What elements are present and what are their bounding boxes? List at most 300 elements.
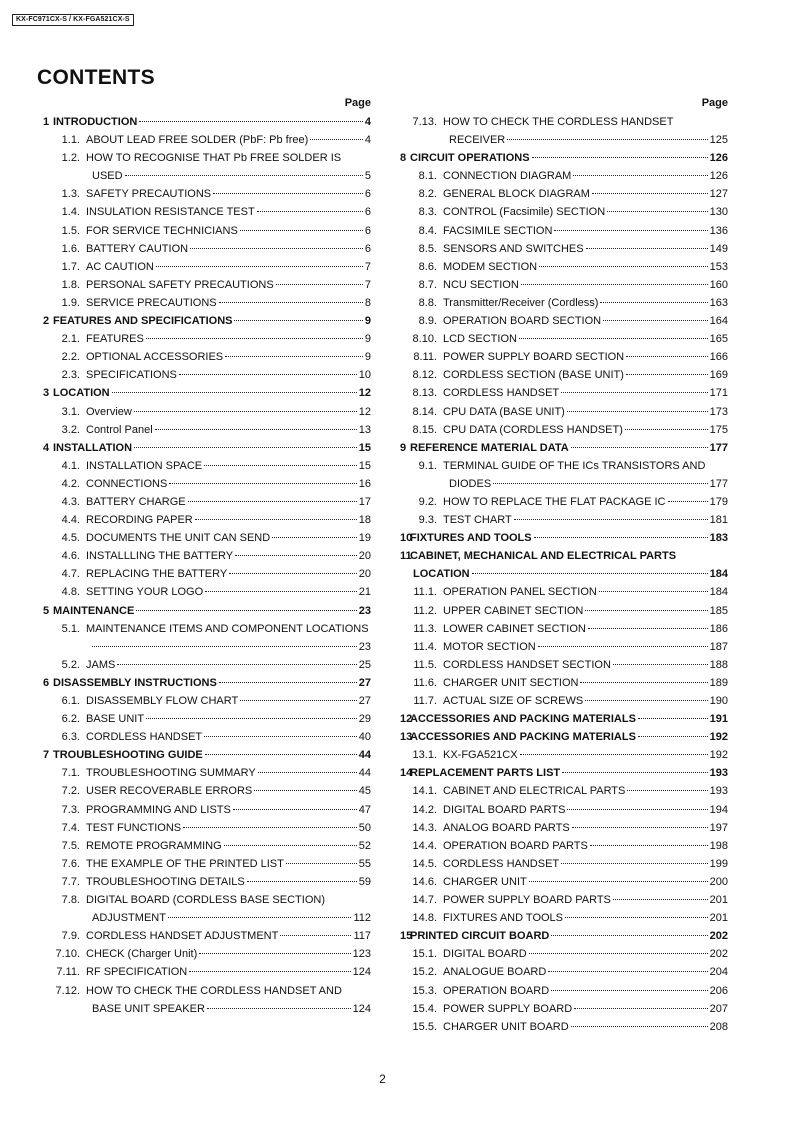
dot-leader — [638, 736, 708, 737]
toc-entry-line — [397, 149, 728, 167]
toc-entry-line — [397, 819, 728, 837]
toc-section-entry[interactable] — [40, 457, 371, 475]
toc-entry-number: 8.2. — [418, 188, 437, 201]
dot-leader — [254, 790, 356, 791]
toc-entry-number: 11.7. — [413, 695, 437, 707]
toc-entry-line — [397, 185, 728, 203]
toc-entry-title: Overview — [86, 405, 132, 418]
toc-entry-title: LOCATION — [53, 387, 110, 400]
toc-entry-page: 197 — [709, 821, 728, 834]
dot-leader — [590, 845, 708, 846]
toc-entry-line — [397, 909, 728, 927]
toc-section-entry[interactable] — [397, 873, 728, 891]
toc-entry-page: 201 — [709, 894, 728, 907]
toc-entry-title: ADJUSTMENT — [92, 912, 166, 925]
toc-section-entry[interactable] — [397, 945, 728, 963]
toc-entry-number: 7.8. — [61, 894, 80, 907]
toc-entry-line — [397, 692, 728, 710]
toc-entry-title: HOW TO RECOGNISE THAT Pb FREE SOLDER IS — [86, 152, 342, 165]
toc-entry-page: 207 — [709, 1002, 728, 1015]
toc-entry-line — [40, 203, 371, 221]
toc-entry-line — [397, 547, 728, 565]
toc-entry-line — [40, 801, 371, 819]
toc-entry-number: 7.12. — [55, 984, 80, 997]
toc-entry-number: 1 — [43, 116, 50, 128]
toc-entry-line — [40, 782, 371, 800]
dot-leader — [626, 374, 708, 375]
toc-section-entry[interactable] — [397, 963, 728, 981]
toc-section-entry[interactable] — [40, 982, 371, 1018]
toc-entry-number: 13 — [400, 731, 413, 744]
toc-entry-page: 125 — [709, 134, 728, 147]
toc-entry-number: 7.13. — [412, 116, 437, 128]
toc-entry-number: 8.8. — [418, 296, 437, 309]
toc-entry-line — [397, 927, 728, 945]
dot-leader — [519, 338, 708, 339]
toc-section-entry[interactable] — [397, 384, 728, 402]
toc-entry-line — [40, 167, 371, 185]
toc-entry-title: RECEIVER — [449, 134, 506, 147]
toc-section-entry[interactable] — [397, 837, 728, 855]
dot-leader — [572, 827, 708, 828]
toc-entry-page: 201 — [709, 912, 728, 925]
toc-chapter-entry[interactable] — [397, 764, 728, 782]
toc-entry-line — [40, 927, 371, 945]
toc-entry-title: OPERATION BOARD SECTION — [443, 315, 602, 328]
toc-entry-number: 7.4. — [61, 821, 80, 834]
toc-section-entry[interactable] — [397, 855, 728, 873]
toc-section-entry[interactable] — [40, 565, 371, 583]
toc-entry-title: CPU DATA (CORDLESS HANDSET) — [443, 423, 623, 436]
toc-section-entry[interactable] — [40, 493, 371, 511]
toc-entry-title: FACSIMILE SECTION — [443, 224, 553, 237]
dot-leader — [205, 754, 357, 755]
dot-leader — [219, 682, 357, 683]
dot-leader — [554, 230, 707, 231]
toc-chapter-entry[interactable] — [397, 439, 728, 457]
toc-entry-number: 7.9. — [61, 930, 80, 943]
toc-section-entry[interactable] — [397, 493, 728, 511]
toc-entry-page: 193 — [709, 767, 728, 780]
toc-section-entry[interactable] — [40, 203, 371, 221]
toc-entry-page: 112 — [353, 912, 371, 925]
dot-leader — [571, 1026, 708, 1027]
toc-entry-title: FEATURES — [86, 333, 144, 346]
dot-leader — [561, 392, 708, 393]
toc-section-entry[interactable] — [397, 909, 728, 927]
toc-entry-line — [40, 565, 371, 583]
toc-entry-title: CABINET AND ELECTRICAL PARTS — [443, 785, 626, 798]
toc-entry-number: 5 — [43, 604, 50, 617]
toc-section-entry[interactable] — [397, 203, 728, 221]
dot-leader — [538, 646, 708, 647]
toc-entry-number: 7.11. — [56, 966, 80, 979]
dot-leader — [189, 971, 350, 972]
toc-entry-page: 206 — [709, 984, 728, 997]
dot-leader — [574, 1008, 707, 1009]
toc-entry-page: 124 — [352, 1002, 371, 1015]
toc-entry-line — [40, 746, 371, 764]
toc-entry-title: CHECK (Charger Unit) — [86, 948, 198, 961]
toc-entry-title: LCD SECTION — [443, 333, 517, 346]
toc-section-entry[interactable] — [397, 403, 728, 421]
toc-section-entry[interactable] — [40, 819, 371, 837]
dot-leader — [204, 465, 357, 466]
toc-entry-number: 11.2. — [413, 604, 437, 617]
toc-section-entry[interactable] — [397, 511, 728, 529]
toc-entry-page: 19 — [358, 532, 371, 545]
dot-leader — [472, 573, 708, 574]
toc-entry-title: SENSORS AND SWITCHES — [443, 242, 584, 255]
toc-entry-page: 21 — [358, 586, 371, 599]
toc-entry-title: REFERENCE MATERIAL DATA — [410, 441, 569, 454]
dot-leader — [205, 591, 357, 592]
toc-section-entry[interactable] — [397, 113, 728, 149]
toc-section-entry[interactable] — [40, 403, 371, 421]
dot-leader — [626, 356, 708, 357]
toc-entry-line — [397, 529, 728, 547]
toc-section-entry[interactable] — [397, 782, 728, 800]
toc-entry-line — [397, 203, 728, 221]
dot-leader — [551, 990, 707, 991]
toc-section-entry[interactable] — [40, 258, 371, 276]
toc-section-entry[interactable] — [40, 583, 371, 601]
toc-entry-title: CHARGER UNIT SECTION — [443, 676, 579, 689]
toc-section-entry[interactable] — [40, 294, 371, 312]
toc-entry-title: FIXTURES AND TOOLS — [410, 532, 532, 545]
toc-entry-number: 8.5. — [418, 242, 437, 255]
toc-section-entry[interactable] — [397, 185, 728, 203]
dot-leader — [234, 320, 362, 321]
toc-entry-title: INSTALLATION — [53, 441, 133, 454]
toc-entry-number: 9.1. — [418, 459, 437, 472]
toc-section-entry[interactable] — [397, 1018, 728, 1036]
toc-entry-number: 15.1. — [412, 948, 437, 961]
toc-entry-page: 200 — [709, 875, 728, 888]
toc-section-entry[interactable] — [40, 945, 371, 963]
dot-leader — [310, 139, 363, 140]
toc-entry-number: 6.1. — [61, 695, 80, 707]
toc-section-entry[interactable] — [40, 529, 371, 547]
toc-entry-page: 173 — [709, 405, 728, 418]
toc-section-entry[interactable] — [397, 421, 728, 439]
toc-entry-number: 11.1. — [413, 586, 437, 599]
toc-entry-line — [397, 602, 728, 620]
toc-chapter-entry[interactable] — [40, 602, 371, 620]
dot-leader — [529, 953, 708, 954]
toc-entry-number: 8.15. — [412, 423, 437, 436]
toc-chapter-entry[interactable] — [397, 547, 728, 583]
toc-entry-line — [397, 240, 728, 258]
toc-section-entry[interactable] — [397, 348, 728, 366]
toc-section-entry[interactable] — [40, 185, 371, 203]
toc-chapter-entry[interactable] — [40, 113, 371, 131]
toc-section-entry[interactable] — [40, 330, 371, 348]
toc-entry-title: TEST CHART — [443, 514, 512, 527]
toc-chapter-entry[interactable] — [40, 439, 371, 457]
toc-section-entry[interactable] — [397, 457, 728, 493]
toc-section-entry[interactable] — [397, 891, 728, 909]
toc-entry-line — [40, 909, 371, 927]
toc-section-entry[interactable] — [397, 366, 728, 384]
toc-entry-title: BATTERY CHARGE — [86, 495, 186, 508]
toc-section-entry[interactable] — [397, 258, 728, 276]
dot-leader — [625, 429, 708, 430]
toc-entry-line — [397, 167, 728, 185]
toc-entry-number: 7.6. — [61, 857, 80, 870]
toc-entry-number: 2.1. — [61, 333, 80, 346]
toc-section-entry[interactable] — [397, 656, 728, 674]
toc-entry-page: 16 — [358, 477, 371, 490]
toc-entry-line — [40, 638, 371, 656]
toc-section-entry[interactable] — [40, 710, 371, 728]
toc-entry-title: TERMINAL GUIDE OF THE ICs TRANSISTORS AND — [443, 459, 706, 472]
dot-leader — [532, 157, 708, 158]
toc-section-entry[interactable] — [397, 222, 728, 240]
toc-entry-page: 204 — [709, 966, 728, 979]
dot-leader — [529, 881, 708, 882]
toc-entry-title: MODEM SECTION — [443, 260, 538, 273]
dot-leader — [507, 139, 707, 140]
toc-section-entry[interactable] — [40, 764, 371, 782]
toc-entry-number: 10 — [400, 532, 413, 545]
toc-entry-title: HOW TO CHECK THE CORDLESS HANDSET AND — [86, 984, 342, 997]
toc-entry-title: INSTALLLING THE BATTERY — [86, 550, 234, 563]
dot-leader — [235, 555, 357, 556]
toc-chapter-entry[interactable] — [40, 384, 371, 402]
toc-section-entry[interactable] — [40, 222, 371, 240]
toc-section-entry[interactable] — [40, 801, 371, 819]
toc-entry-number: 8.10. — [412, 333, 437, 346]
toc-chapter-entry[interactable] — [40, 746, 371, 764]
toc-entry-number: 4.3. — [61, 495, 80, 508]
toc-entry-number: 7.2. — [61, 785, 80, 798]
toc-section-entry[interactable] — [397, 638, 728, 656]
toc-entry-line — [397, 710, 728, 728]
toc-chapter-entry[interactable] — [40, 312, 371, 330]
toc-entry-number: 7.5. — [61, 839, 80, 852]
dot-leader — [573, 175, 707, 176]
dot-leader — [125, 175, 363, 176]
toc-entry-title: DIGITAL BOARD — [443, 948, 527, 961]
toc-entry-line — [397, 258, 728, 276]
toc-entry-line — [397, 493, 728, 511]
dot-leader — [627, 790, 707, 791]
dot-leader — [134, 447, 357, 448]
toc-entry-title: POWER SUPPLY BOARD PARTS — [443, 894, 611, 907]
toc-section-entry[interactable] — [40, 421, 371, 439]
toc-section-entry[interactable] — [397, 167, 728, 185]
toc-section-entry[interactable] — [40, 728, 371, 746]
toc-section-entry[interactable] — [40, 348, 371, 366]
toc-entry-title: POWER SUPPLY BOARD SECTION — [443, 351, 625, 364]
toc-section-entry[interactable] — [397, 312, 728, 330]
toc-entry-page: 17 — [358, 495, 371, 508]
toc-entry-line — [40, 421, 371, 439]
toc-chapter-entry[interactable] — [40, 674, 371, 692]
toc-entry-line — [397, 891, 728, 909]
toc-section-entry[interactable] — [40, 131, 371, 149]
toc-section-entry[interactable] — [397, 692, 728, 710]
toc-chapter-entry[interactable] — [397, 149, 728, 167]
toc-entry-number: 2.2. — [61, 351, 80, 364]
toc-section-entry[interactable] — [397, 602, 728, 620]
toc-section-entry[interactable] — [397, 330, 728, 348]
toc-section-entry[interactable] — [40, 873, 371, 891]
toc-section-entry[interactable] — [40, 855, 371, 873]
toc-section-entry[interactable] — [40, 656, 371, 674]
toc-entry-page: 175 — [709, 423, 728, 436]
toc-section-entry[interactable] — [40, 149, 371, 185]
toc-chapter-entry[interactable] — [397, 927, 728, 945]
toc-entry-title: FOR SERVICE TECHNICIANS — [86, 224, 238, 237]
toc-entry-number: 8 — [400, 152, 407, 165]
toc-entry-title: INSULATION RESISTANCE TEST — [86, 206, 255, 219]
toc-entry-title: MOTOR SECTION — [443, 640, 536, 653]
dot-leader — [136, 610, 356, 611]
toc-entry-line — [40, 674, 371, 692]
toc-entry-line — [397, 873, 728, 891]
toc-section-entry[interactable] — [397, 620, 728, 638]
toc-section-entry[interactable] — [40, 475, 371, 493]
toc-entry-number: 9.3. — [418, 514, 437, 527]
toc-entry-line — [397, 475, 728, 493]
toc-section-entry[interactable] — [397, 982, 728, 1000]
toc-entry-page: 47 — [358, 803, 371, 816]
toc-entry-number: 7.7. — [61, 875, 80, 888]
dot-leader — [586, 248, 708, 249]
toc-entry-line — [40, 891, 371, 909]
toc-entry-page: 18 — [358, 514, 371, 527]
toc-section-entry[interactable] — [40, 366, 371, 384]
toc-entry-page: 25 — [358, 658, 371, 671]
toc-entry-line — [40, 330, 371, 348]
toc-section-entry[interactable] — [397, 583, 728, 601]
toc-entry-page: 9 — [364, 315, 371, 328]
toc-section-entry[interactable] — [397, 240, 728, 258]
dot-leader — [603, 320, 708, 321]
toc-entry-title: CORDLESS HANDSET SECTION — [443, 658, 611, 671]
toc-entry-line — [397, 674, 728, 692]
toc-entry-line — [397, 113, 728, 131]
toc-section-entry[interactable] — [40, 511, 371, 529]
toc-section-entry[interactable] — [397, 746, 728, 764]
toc-chapter-entry[interactable] — [397, 529, 728, 547]
toc-entry-title: BASE UNIT — [86, 713, 145, 726]
dot-leader — [520, 754, 708, 755]
toc-entry-title: OPTIONAL ACCESSORIES — [86, 351, 224, 364]
toc-entry-line — [40, 819, 371, 837]
toc-section-entry[interactable] — [40, 240, 371, 258]
toc-entry-number: 4.6. — [61, 550, 80, 563]
toc-entry-title: MAINTENANCE — [53, 604, 135, 617]
toc-entry-line — [40, 982, 371, 1000]
toc-entry-number: 15.3. — [412, 984, 437, 997]
toc-entry-number: 4.2. — [61, 477, 80, 490]
dot-leader — [257, 211, 363, 212]
dot-leader — [146, 338, 363, 339]
toc-section-entry[interactable] — [40, 620, 371, 656]
toc-entry-title: PROGRAMMING AND LISTS — [86, 803, 231, 816]
toc-section-entry[interactable] — [40, 692, 371, 710]
toc-section-entry[interactable] — [397, 1000, 728, 1018]
toc-section-entry[interactable] — [40, 276, 371, 294]
toc-list — [40, 113, 371, 1018]
toc-entry-line — [397, 384, 728, 402]
toc-entry-number: 11.5. — [413, 658, 437, 671]
dot-leader — [169, 483, 356, 484]
toc-entry-number: 14.3. — [412, 821, 437, 834]
toc-entry-title: POWER SUPPLY BOARD — [443, 1002, 573, 1015]
toc-entry-page: 166 — [709, 351, 728, 364]
toc-entry-title: TROUBLESHOOTING DETAILS — [86, 875, 245, 888]
toc-entry-title: USED — [92, 170, 123, 183]
toc-entry-page: 13 — [358, 423, 371, 436]
toc-chapter-entry[interactable] — [397, 728, 728, 746]
toc-entry-page: 191 — [709, 713, 728, 726]
toc-entry-number: 3.1. — [61, 405, 80, 418]
dot-leader — [233, 809, 357, 810]
toc-entry-title: OPERATION PANEL SECTION — [443, 586, 597, 599]
toc-entry-title: TEST FUNCTIONS — [86, 821, 182, 834]
toc-entry-page: 44 — [358, 767, 371, 780]
toc-entry-number: 14.2. — [412, 803, 437, 816]
page-number: 2 — [379, 1072, 386, 1086]
toc-entry-page: 29 — [358, 713, 371, 726]
toc-section-entry[interactable] — [40, 547, 371, 565]
toc-entry-page: 185 — [709, 604, 728, 617]
dot-leader — [155, 429, 357, 430]
toc-entry-title: USER RECOVERABLE ERRORS — [86, 785, 253, 798]
toc-section-entry[interactable] — [40, 927, 371, 945]
toc-entry-number: 1.6. — [61, 242, 80, 255]
toc-entry-page: 55 — [358, 857, 371, 870]
toc-section-entry[interactable] — [397, 276, 728, 294]
toc-entry-line — [40, 656, 371, 674]
toc-section-entry[interactable] — [397, 801, 728, 819]
dot-leader — [188, 501, 357, 502]
toc-section-entry[interactable] — [40, 891, 371, 927]
toc-entry-number: 14.1. — [412, 785, 437, 798]
toc-entry-page: 163 — [709, 296, 728, 309]
toc-section-entry[interactable] — [40, 837, 371, 855]
toc-entry-line — [397, 656, 728, 674]
toc-section-entry[interactable] — [40, 963, 371, 981]
toc-entry-title: CONTROL (Facsimile) SECTION — [443, 206, 606, 219]
dot-leader — [534, 537, 708, 538]
toc-section-entry[interactable] — [397, 674, 728, 692]
dot-leader — [112, 392, 357, 393]
toc-chapter-entry[interactable] — [397, 710, 728, 728]
dot-leader — [613, 899, 708, 900]
dot-leader — [213, 193, 363, 194]
toc-entry-title: CIRCUIT OPERATIONS — [410, 152, 530, 165]
toc-section-entry[interactable] — [397, 294, 728, 312]
toc-entry-page: 4 — [364, 116, 371, 128]
dot-leader — [561, 863, 708, 864]
toc-section-entry[interactable] — [40, 782, 371, 800]
dot-leader — [229, 573, 357, 574]
toc-entry-title: JAMS — [86, 658, 116, 671]
toc-entry-number: 8.9. — [418, 315, 437, 328]
toc-entry-number: 4.8. — [61, 586, 80, 599]
toc-entry-page: 171 — [709, 387, 728, 400]
toc-entry-number: 1.2. — [61, 152, 80, 165]
toc-section-entry[interactable] — [397, 819, 728, 837]
toc-entry-line — [397, 294, 728, 312]
toc-entry-title: GENERAL BLOCK DIAGRAM — [443, 188, 590, 201]
toc-entry-title: TROUBLESHOOTING SUMMARY — [86, 767, 256, 780]
